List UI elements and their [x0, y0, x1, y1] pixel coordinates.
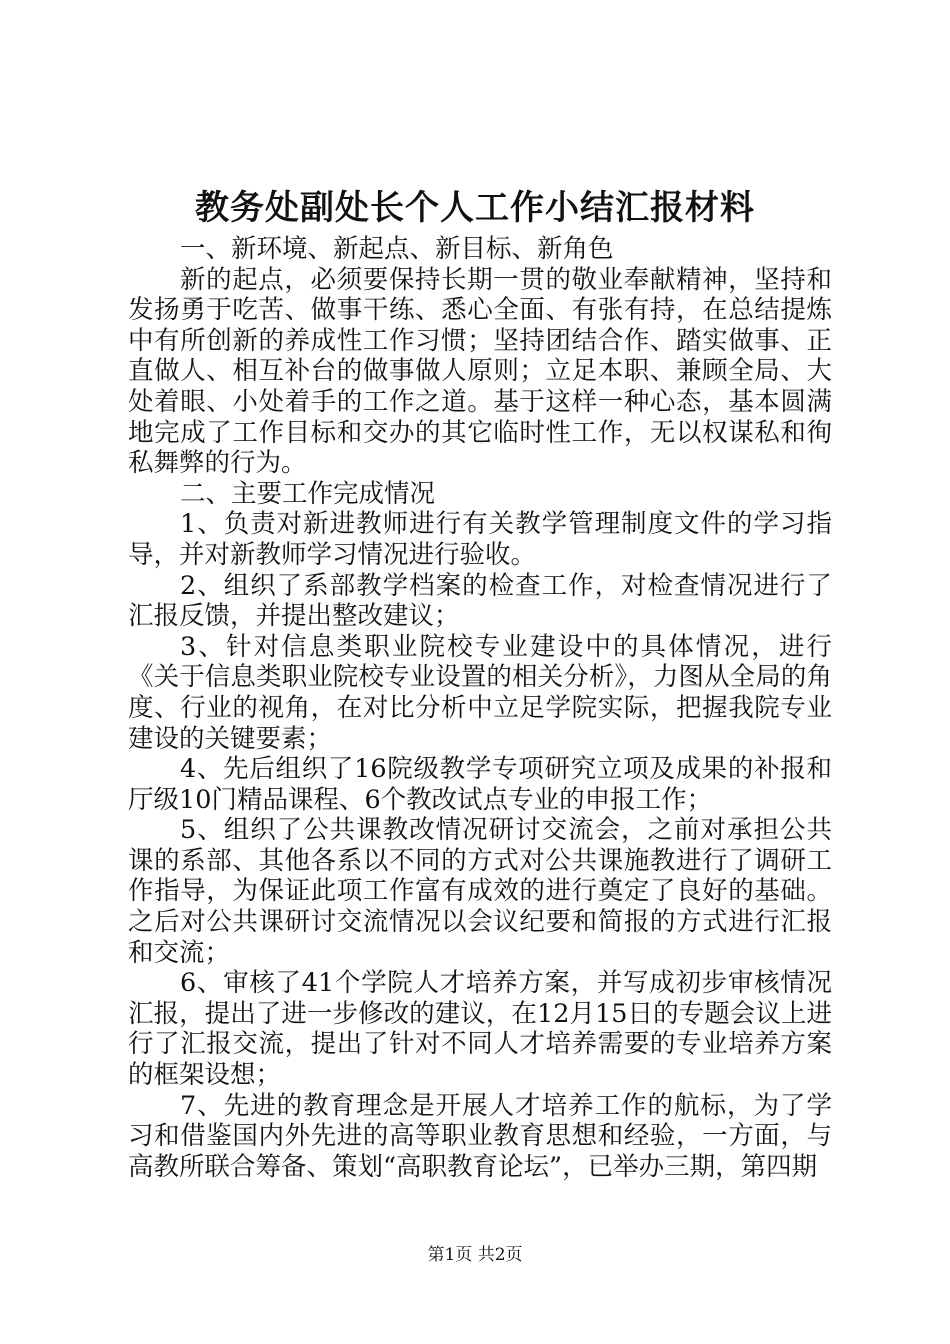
paragraph-item-7: 7、先进的教育理念是开展人才培养工作的航标，为了学习和借鉴国内外先进的高等职业教育思想和经验，一方面，与高教所联合筹备、策划“高职教育论坛”，已举办三期，第四期 [128, 1090, 832, 1182]
paragraph-item-1: 1、负责对新进教师进行有关教学管理制度文件的学习指导，并对新教师学习情况进行验收。 [128, 509, 832, 570]
section-heading-1: 一、新环境、新起点、新目标、新角色 [180, 234, 614, 264]
page-number-footer: 第1页 共2页 [427, 1245, 523, 1265]
paragraph-item-2: 2、组织了系部教学档案的检查工作，对检查情况进行了汇报反馈，并提出整改建议； [128, 570, 832, 632]
paragraph-item-3: 3、针对信息类职业院校专业建设中的具体情况，进行《关于信息类职业院校专业设置的相关分析》，力图从全局的角度、行业的视角，在对比分析中立足学院实际，把握我院专业建设的关键要素； [128, 631, 832, 754]
document-title: 教务处副处长个人工作小结汇报材料 [195, 188, 755, 228]
paragraph-item-4: 4、先后组织了16院级教学专项研究立项及成果的补报和厅级10门精品课程、6个教改试点专业的申报工作； [128, 754, 832, 815]
paragraph-item-6: 6、审核了41个学院人才培养方案，并写成初步审核情况汇报，提出了进一步修改的建议，在12月15日的专题会议上进行了汇报交流，提出了针对不同人才培养需要的专业培养方案的框架设想； [128, 968, 832, 1091]
paragraph-item-5: 5、组织了公共课教改情况研讨交流会，之前对承担公共课的系部、其他各系以不同的方式对公共课施教进行了调研工作指导，为保证此项工作富有成效的进行奠定了良好的基础。之后对公共课研讨交流情况以会议纪要和简报的方式进行汇报和交流； [128, 815, 832, 968]
paragraph-intro: 新的起点，必须要保持长期一贯的敬业奉献精神，坚持和发扬勇于吃苦、做事干练、悉心全面、有张有持，在总结提炼中有所创新的养成性工作习惯；坚持团结合作、踏实做事、正直做人、相互补台的做事做人原则；立足本职、兼顾全局、大处着眼、小处着手的工作之道。基于这样一种心态，基本圆满地完成了工作目标和交办的其它临时性工作，无以权谋私和徇私舞弊的行为。 [128, 264, 832, 479]
section-heading-2: 二、主要工作完成情况 [180, 478, 436, 509]
document-body [128, 234, 832, 1182]
